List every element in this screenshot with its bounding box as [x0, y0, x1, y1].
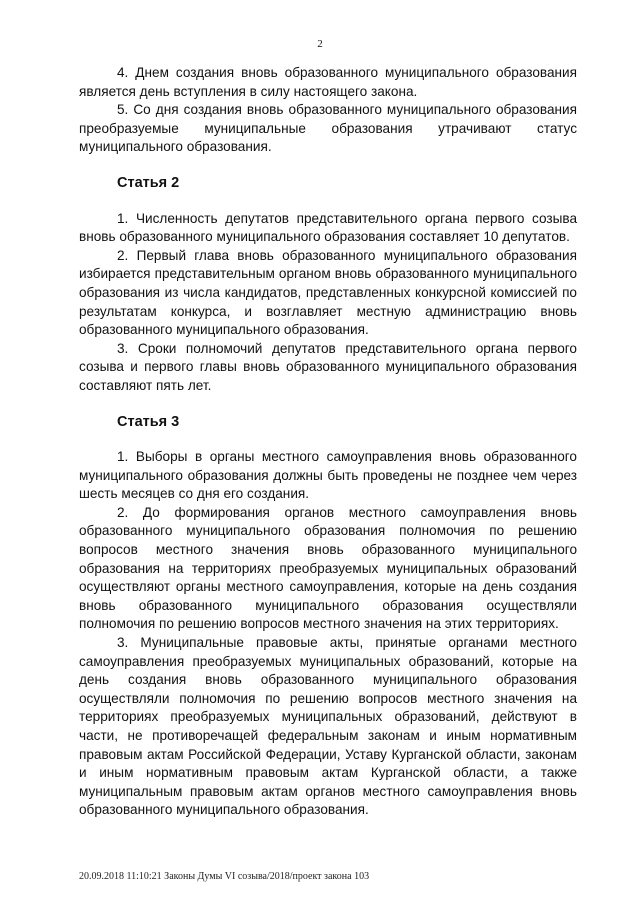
paragraph-3-1: 1. Выборы в органы местного самоуправления вновь образованного муниципального образования должны быть проведены не позднее чем через шесть месяцев со дня его создания.: [79, 449, 577, 502]
page-number: 2: [317, 38, 323, 50]
paragraph-1-4: 4. Днем создания вновь образованного муниципального образования является день вступления в силу настоящего закона.: [79, 65, 577, 99]
document-footer: 20.09.2018 11:10:21 Законы Думы VI созыва/2018/проект закона 103: [79, 871, 370, 882]
paragraph-2-3: 3. Сроки полномочий депутатов представительного органа первого созыва и первого главы вновь образованного муниципального образования составляют пять лет.: [79, 340, 577, 393]
paragraph-3-3: 3. Муниципальные правовые акты, принятые органами местного самоуправления преобразуемых муниципальных образований, которые на день создания вновь образованного муниципального образования осуществляли полномочия по решению вопросов местного значения на территориях преобразуемых муниципальных образований, действуют в части, не противоречащей федеральным законам и иным нормативным правовым актам Российской Федерации, Уставу Курганской области, законам и иным нормативным правовым актам Курганской области, а также муниципальным правовым актам органов местного самоуправления вновь образованного муниципального образования.: [79, 635, 577, 818]
paragraph-3-2: 2. До формирования органов местного самоуправления вновь образованного муниципального образования полномочия по решению вопросов местного значения вновь образованного муниципального образования на территориях преобразуемых муниципальных образований осуществляют органы местного самоуправления, которые на день создания вновь образованного муниципального образования осуществляли полномочия по решению вопросов местного значения на этих территориях.: [79, 504, 577, 632]
paragraph-2-2: 2. Первый глава вновь образованного муниципального образования избирается представительным органом вновь образованного муниципального образования из числа кандидатов, представленных конкурсной комиссией по результатам конкурса, и возглавляет местную администрацию вновь образованного муниципального образования.: [79, 247, 577, 338]
document-body: [79, 64, 577, 820]
article-2-heading: Статья 2: [117, 174, 180, 191]
paragraph-2-1: 1. Численность депутатов представительного органа первого созыва вновь образованного муниципального образования составляет 10 депутатов.: [79, 210, 577, 245]
paragraph-1-5: 5. Со дня создания вновь образованного муниципального образования преобразуемые муниципальные образования утрачивают статус муниципального образования.: [79, 102, 577, 155]
article-3-heading: Статья 3: [117, 413, 180, 430]
